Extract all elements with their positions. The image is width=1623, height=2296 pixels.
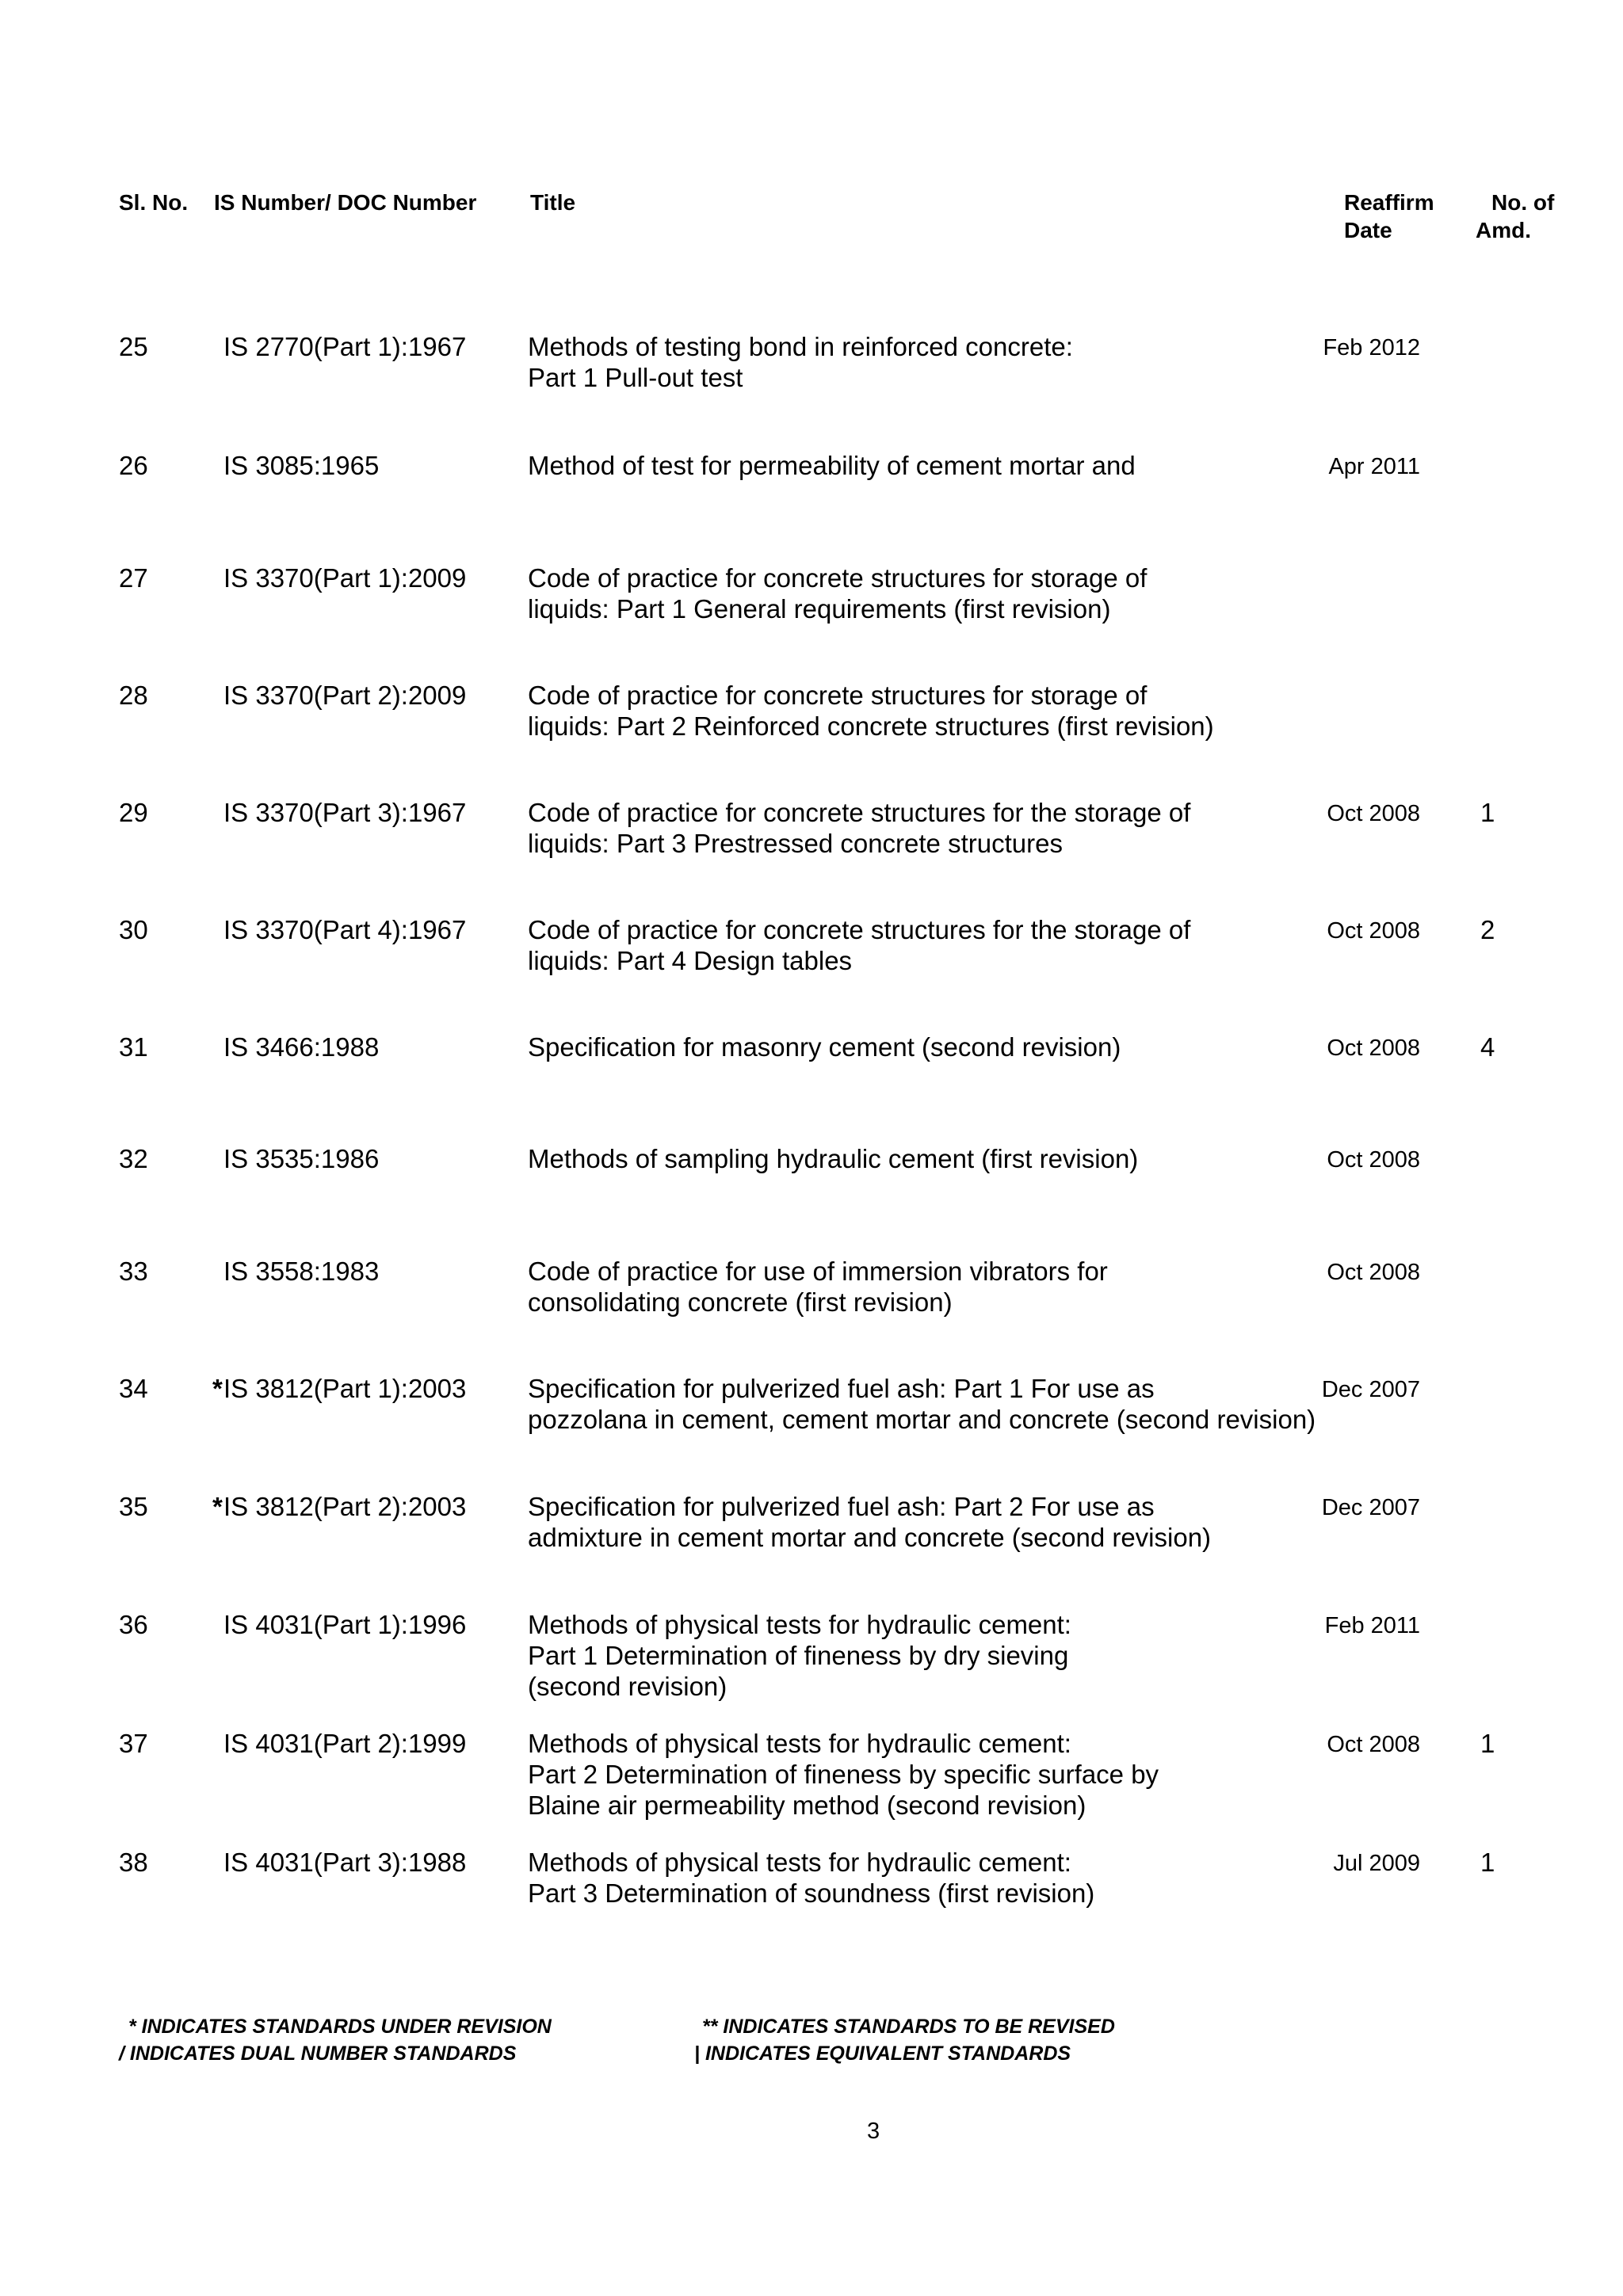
row-is-number [223,1609,466,1640]
row-sl-no: 28 [119,681,148,710]
row-reaffirm-date: Apr 2011 [1328,454,1420,479]
row-reaffirm-date: Jul 2009 [1333,1851,1420,1876]
row-is-number [223,1032,379,1062]
row-sl-no: 37 [119,1729,148,1758]
row-title-line: Part 2 Determination of fineness by specific surface by [528,1760,1159,1789]
page-number: 3 [867,2119,880,2144]
row-title-line: Methods of physical tests for hydraulic cement: [528,1729,1071,1758]
row-title-line: liquids: Part 3 Prestressed concrete structures [528,829,1063,858]
table-row [0,680,1623,775]
row-reaffirm-date: Oct 2008 [1327,1732,1420,1757]
revision-star: * [212,1492,223,1521]
row-title-line: Methods of testing bond in reinforced concrete: [528,332,1073,361]
row-reaffirm-date: Feb 2012 [1323,335,1420,360]
row-title-line: Method of test for permeability of cement mortar and [528,451,1136,480]
row-title [528,1032,1121,1062]
row-is-number [223,450,379,481]
row-title [528,450,1136,481]
legend-equivalent: | INDICATES EQUIVALENT STANDARDS [694,2042,1071,2065]
row-is-number [223,1143,379,1174]
row-title [528,1609,1071,1702]
row-title-line: Code of practice for concrete structures for storage of [528,563,1148,593]
row-is-number-text: IS 4031(Part 1):1996 [223,1610,467,1639]
row-title [528,1143,1138,1174]
revision-star: * [212,1374,223,1403]
row-is-number-text: IS 2770(Part 1):1967 [223,332,467,361]
header-reaffirm-date [1344,189,1434,244]
row-title-line: Code of practice for concrete structures for storage of [528,681,1148,710]
header-reaffirm-line1: Reaffirm [1344,190,1434,215]
row-title-line: Part 3 Determination of soundness (first revision) [528,1878,1095,1908]
row-title-line: liquids: Part 4 Design tables [528,946,853,975]
row-title-line: Part 1 Pull-out test [528,363,743,392]
row-title [528,797,1190,859]
row-title-line: (second revision) [528,1672,727,1701]
row-title [528,680,1214,742]
row-is-number-text: IS 3370(Part 1):2009 [223,563,467,593]
row-sl-no: 32 [119,1144,148,1173]
row-title [528,563,1147,624]
table-row [0,563,1623,658]
row-title [528,1373,1316,1435]
row-is-number-text: IS 3466:1988 [223,1032,380,1062]
row-title-line: admixture in cement mortar and concrete (second revision) [528,1523,1212,1552]
row-title-line: Specification for masonry cement (second revision) [528,1032,1121,1062]
row-reaffirm-date: Oct 2008 [1327,918,1420,944]
row-title-line: Code of practice for concrete structures for the storage of [528,798,1191,827]
row-sl-no: 36 [119,1610,148,1639]
legend-dual-number: / INDICATES DUAL NUMBER STANDARDS [119,2042,517,2065]
table-row [0,1143,1623,1238]
row-is-number-text: IS 3812(Part 2):2003 [223,1492,467,1521]
row-sl-no: 31 [119,1032,148,1062]
row-is-number-text: IS 4031(Part 3):1988 [223,1848,467,1877]
row-amd-count: 1 [1480,1848,1495,1877]
row-title-line: Blaine air permeability method (second revision) [528,1791,1086,1820]
row-is-number [223,680,466,711]
row-reaffirm-date: Dec 2007 [1321,1495,1420,1520]
row-title-line: pozzolana in cement, cement mortar and concrete (second revision) [528,1405,1316,1434]
row-sl-no: 34 [119,1374,148,1403]
header-title: Title [530,190,576,215]
row-title-line: consolidating concrete (first revision) [528,1287,953,1317]
header-sl-no: Sl. No. [119,190,189,215]
row-is-number [212,1491,467,1522]
table-row [0,914,1623,1009]
row-is-number-text: IS 3370(Part 2):2009 [223,681,467,710]
header-reaffirm-line2: Date [1344,218,1392,242]
row-title [528,1256,1108,1318]
row-title-line: Methods of physical tests for hydraulic cement: [528,1848,1071,1877]
row-is-number-text: IS 3370(Part 3):1967 [223,798,467,827]
row-title-line: Code of practice for concrete structures for the storage of [528,915,1191,944]
row-sl-no: 25 [119,332,148,361]
row-sl-no: 38 [119,1848,148,1877]
row-reaffirm-date: Oct 2008 [1327,801,1420,826]
row-is-number [223,1847,466,1878]
row-amd-count: 1 [1480,1729,1495,1758]
row-reaffirm-date: Oct 2008 [1327,1260,1420,1285]
table-row [0,1847,1623,1942]
header-no-of-amd [1476,189,1554,244]
table-row [0,1373,1623,1468]
row-title-line: liquids: Part 1 General requirements (first revision) [528,594,1111,624]
row-title-line: Part 1 Determination of fineness by dry sieving [528,1641,1069,1670]
row-title [528,331,1073,393]
row-title [528,914,1190,976]
table-row [0,1032,1623,1127]
row-reaffirm-date: Oct 2008 [1327,1147,1420,1173]
row-is-number [212,1373,467,1404]
row-is-number [223,1728,466,1759]
row-sl-no: 35 [119,1492,148,1521]
legend-to-be-revised: ** INDICATES STANDARDS TO BE REVISED [702,2016,1115,2038]
row-title [528,1847,1094,1909]
row-is-number [223,331,466,362]
row-title-line: Methods of sampling hydraulic cement (first revision) [528,1144,1139,1173]
row-is-number-text: IS 3535:1986 [223,1144,380,1173]
table-row [0,1256,1623,1351]
row-title-line: Specification for pulverized fuel ash: Part 1 For use as [528,1374,1155,1403]
table-row [0,1728,1623,1823]
row-sl-no: 29 [119,798,148,827]
legend-under-revision: * INDICATES STANDARDS UNDER REVISION [128,2016,552,2038]
row-is-number [223,797,466,828]
row-amd-count: 1 [1480,798,1495,827]
row-title [528,1728,1159,1821]
header-amd-line1: No. of [1491,190,1555,215]
header-amd-line2: Amd. [1476,218,1531,242]
row-is-number-text: IS 3370(Part 4):1967 [223,915,467,944]
row-title-line: Specification for pulverized fuel ash: Part 2 For use as [528,1492,1155,1521]
row-title-line: Code of practice for use of immersion vibrators for [528,1257,1108,1286]
row-amd-count: 2 [1480,915,1495,944]
table-row [0,1609,1623,1704]
row-title-line: liquids: Part 2 Reinforced concrete structures (first revision) [528,711,1214,741]
header-is-number: IS Number/ DOC Number [214,190,477,215]
row-title-line: Methods of physical tests for hydraulic cement: [528,1610,1071,1639]
row-amd-count: 4 [1480,1032,1495,1062]
row-reaffirm-date: Dec 2007 [1321,1377,1420,1402]
table-row [0,797,1623,892]
row-reaffirm-date: Feb 2011 [1324,1613,1420,1638]
row-is-number [223,914,466,945]
table-row [0,1491,1623,1586]
row-sl-no: 30 [119,915,148,944]
row-is-number-text: IS 3812(Part 1):2003 [223,1374,467,1403]
table-row [0,331,1623,426]
row-is-number-text: IS 4031(Part 2):1999 [223,1729,467,1758]
row-sl-no: 33 [119,1257,148,1286]
row-is-number-text: IS 3558:1983 [223,1257,380,1286]
row-sl-no: 27 [119,563,148,593]
row-reaffirm-date: Oct 2008 [1327,1035,1420,1061]
row-title [528,1491,1211,1553]
row-is-number-text: IS 3085:1965 [223,451,380,480]
table-row [0,450,1623,545]
row-is-number [223,1256,379,1287]
row-is-number [223,563,466,593]
row-sl-no: 26 [119,451,148,480]
